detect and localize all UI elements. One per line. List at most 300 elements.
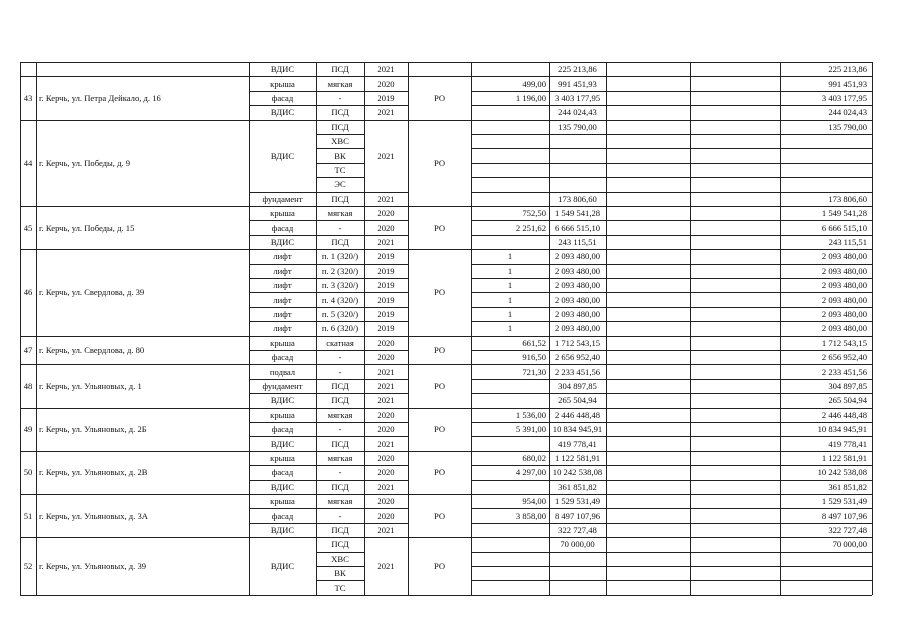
grid-line (316, 206, 317, 249)
grid-line (36, 249, 37, 335)
work-cell: ВДИС (270, 438, 295, 449)
type-cell: мягкая (327, 496, 353, 507)
grid-line (249, 465, 364, 466)
grid-line (471, 220, 872, 221)
grid-line (364, 350, 408, 351)
total-cell: 6 666 515,10 (821, 222, 867, 233)
grid-line (549, 408, 550, 451)
grid-line (471, 508, 872, 509)
grid-line (780, 206, 781, 249)
quantity-cell: 954,00 (522, 496, 546, 507)
grid-line (872, 364, 873, 407)
grid-line (364, 278, 408, 279)
grid-line (364, 264, 408, 265)
grid-line (408, 76, 409, 119)
year-cell: 2019 (377, 309, 395, 319)
grid-line (249, 292, 364, 293)
type-cell: мягкая (327, 78, 353, 89)
row-number: 48 (23, 381, 33, 391)
grid-line (872, 62, 873, 76)
cost-cell: 6 666 515,10 (554, 222, 601, 233)
grid-line (780, 408, 781, 451)
cost-cell: 2 093 480,00 (554, 251, 601, 262)
grid-line (690, 62, 691, 76)
grid-line (36, 206, 37, 249)
row-number: 46 (23, 287, 33, 298)
grid-line (471, 480, 872, 481)
row-border (20, 451, 872, 452)
total-cell: 135 790,00 (828, 121, 867, 132)
work-cell: ВДИС (270, 237, 295, 247)
grid-line (606, 62, 607, 76)
grid-line (549, 494, 550, 537)
grid-line (872, 76, 873, 119)
cost-cell: 2 656 952,40 (554, 352, 601, 363)
row-number: 51 (23, 510, 33, 521)
grid-line (36, 76, 37, 119)
grid-line (690, 408, 691, 451)
grid-line (408, 120, 409, 206)
cost-cell: 2 093 480,00 (554, 323, 601, 334)
grid-line (364, 105, 408, 106)
row-number: 50 (23, 467, 33, 478)
grid-line (36, 336, 37, 365)
cost-cell: 173 806,60 (558, 193, 597, 204)
grid-line (364, 321, 408, 322)
year-cell: 2021 (377, 193, 395, 204)
work-cell: лифт (273, 323, 292, 334)
grid-line (36, 494, 37, 537)
grid-line (364, 508, 408, 509)
grid-line (471, 134, 872, 135)
quantity-cell: 1 196,00 (515, 93, 546, 103)
work-cell: фасад (271, 352, 294, 363)
address-cell: г. Керчь, ул. Ульяновых, д. 1 (39, 381, 142, 391)
year-cell: 2020 (377, 337, 395, 348)
type-cell: ВК (334, 150, 346, 161)
grid-line (408, 537, 409, 595)
grid-line (364, 436, 408, 437)
grid-line (364, 537, 365, 595)
grid-line (249, 480, 364, 481)
table-top-border (20, 62, 872, 63)
cost-cell: 10 242 538,08 (552, 467, 603, 478)
work-cell: фундамент (262, 381, 303, 391)
row-number: 52 (23, 561, 33, 571)
grid-line (471, 364, 472, 407)
cost-cell: 2 093 480,00 (554, 265, 601, 276)
work-cell: фасад (271, 467, 294, 478)
type-cell: ХВС (331, 136, 349, 147)
year-cell: 2019 (377, 294, 395, 305)
work-cell: крыша (270, 208, 295, 219)
grid-line (690, 120, 691, 206)
type-cell: - (338, 510, 342, 521)
work-cell: крыша (270, 409, 295, 420)
type-cell: ПСД (331, 438, 349, 449)
address-cell: г. Керчь, ул. Свердлова, д. 80 (39, 345, 145, 355)
quantity-cell: 499,00 (522, 78, 546, 89)
address-cell: г. Керчь, ул. Ульяновых, д. 2Б (39, 424, 147, 435)
grid-line (364, 364, 365, 407)
type-cell: - (338, 424, 342, 435)
grid-line (872, 249, 873, 335)
total-cell: 2 093 480,00 (821, 251, 867, 262)
total-cell: 2 656 952,40 (821, 352, 867, 363)
quantity-cell: 752,50 (522, 208, 546, 219)
total-cell: 244 024,43 (828, 107, 867, 118)
total-cell: 1 122 581,91 (821, 453, 867, 463)
grid-line (471, 321, 872, 322)
grid-line (364, 422, 408, 423)
grid-line (36, 537, 37, 595)
cost-cell: 2 093 480,00 (554, 294, 601, 305)
grid-line (780, 364, 781, 407)
grid-line (249, 451, 250, 494)
year-cell: 2021 (377, 237, 395, 247)
grid-line (549, 336, 550, 365)
cost-cell: 3 403 177,95 (554, 93, 601, 103)
grid-line (471, 206, 472, 249)
grid-line (471, 105, 872, 106)
type-cell: ТС (334, 582, 346, 593)
year-cell: 2019 (377, 280, 395, 291)
year-cell: 2019 (377, 323, 395, 334)
grid-line (316, 120, 317, 206)
grid-line (316, 76, 317, 119)
grid-line (249, 321, 364, 322)
ro-cell: РО (433, 561, 446, 571)
work-cell: ВДИС (270, 64, 295, 75)
grid-line (20, 364, 21, 407)
year-cell: 2020 (377, 208, 395, 219)
grid-line (408, 408, 409, 451)
cost-cell: 265 504,94 (558, 395, 597, 406)
cost-cell: 225 213,86 (558, 64, 597, 75)
grid-line (249, 235, 364, 236)
quantity-cell: 1 (507, 309, 513, 319)
grid-line (316, 163, 364, 164)
grid-line (364, 91, 408, 92)
quantity-cell: 4 297,00 (515, 467, 546, 478)
cost-cell: 322 727,48 (558, 525, 597, 535)
grid-line (316, 451, 317, 494)
type-cell: п. 6 (320/) (321, 323, 359, 334)
total-cell: 2 446 448,48 (821, 409, 867, 420)
grid-line (364, 307, 408, 308)
grid-line (249, 537, 250, 595)
grid-line (364, 62, 365, 76)
grid-line (316, 364, 317, 407)
grid-line (606, 537, 607, 595)
year-group-cell: 2021 (377, 561, 395, 571)
grid-line (471, 552, 872, 553)
grid-line (606, 120, 607, 206)
grid-line (316, 249, 317, 335)
grid-line (872, 120, 873, 206)
grid-line (408, 451, 409, 494)
type-cell: - (338, 366, 342, 377)
year-cell: 2020 (377, 424, 395, 435)
total-cell: 265 504,94 (828, 395, 867, 406)
grid-line (249, 105, 364, 106)
ro-cell: РО (433, 467, 446, 478)
type-cell: п. 1 (320/) (321, 251, 359, 262)
work-cell: крыша (270, 496, 295, 507)
work-cell: ВДИС (270, 481, 295, 492)
year-cell: 2021 (377, 525, 395, 535)
grid-line (690, 336, 691, 365)
total-cell: 243 115,51 (828, 237, 867, 247)
grid-line (364, 379, 408, 380)
work-cell: крыша (270, 78, 295, 89)
work-cell: ВДИС (270, 525, 295, 535)
grid-line (471, 379, 872, 380)
grid-line (606, 494, 607, 537)
year-cell: 2020 (377, 467, 395, 478)
grid-line (549, 451, 550, 494)
grid-line (606, 76, 607, 119)
grid-line (690, 206, 691, 249)
cost-cell: 304 897,85 (558, 381, 597, 391)
type-cell: ПСД (331, 193, 349, 204)
grid-line (364, 76, 365, 119)
grid-line (471, 566, 872, 567)
total-cell: 10 834 945,91 (817, 424, 867, 435)
grid-line (549, 120, 550, 206)
year-cell: 2019 (377, 93, 395, 103)
year-cell: 2020 (377, 453, 395, 463)
grid-line (872, 408, 873, 451)
grid-line (249, 120, 250, 206)
grid-line (471, 465, 872, 466)
ro-cell: РО (433, 222, 446, 233)
year-cell: 2020 (377, 222, 395, 233)
grid-line (549, 62, 550, 76)
type-cell: ПСД (331, 121, 349, 132)
grid-line (249, 336, 250, 365)
grid-line (249, 436, 364, 437)
address-cell: г. Керчь, ул. Петра Дейкало, д. 16 (39, 93, 161, 103)
year-cell: 2020 (377, 496, 395, 507)
quantity-cell: 5 391,00 (515, 424, 546, 435)
grid-line (780, 537, 781, 595)
type-cell: ПСД (331, 237, 349, 247)
year-cell: 2019 (377, 265, 395, 276)
grid-line (364, 336, 365, 365)
cost-cell: 2 446 448,48 (554, 409, 601, 420)
total-cell: 322 727,48 (828, 525, 867, 535)
grid-line (471, 249, 472, 335)
address-cell: г. Керчь, ул. Ульяновых, д. 39 (39, 561, 147, 571)
row-border (20, 537, 872, 538)
row-border (20, 494, 872, 495)
work-cell: крыша (270, 337, 295, 348)
year-cell: 2021 (377, 366, 395, 377)
grid-line (364, 523, 408, 524)
total-cell: 10 242 538,08 (817, 467, 867, 478)
row-number: 49 (23, 424, 33, 435)
cost-cell: 2 093 480,00 (554, 280, 601, 291)
type-cell: п. 2 (320/) (321, 265, 359, 276)
work-cell: фундамент (262, 193, 303, 204)
year-cell: 2021 (377, 395, 395, 406)
grid-line (471, 422, 872, 423)
grid-line (249, 422, 364, 423)
year-cell: 2021 (377, 64, 395, 75)
quantity-cell: 1 (507, 265, 513, 276)
quantity-cell: 680,02 (522, 453, 546, 463)
grid-line (364, 235, 408, 236)
grid-line (364, 220, 408, 221)
quantity-cell: 916,50 (522, 352, 546, 363)
work-cell: лифт (273, 309, 292, 319)
grid-line (249, 206, 250, 249)
cost-cell: 419 778,41 (558, 438, 597, 449)
type-cell: ПСД (331, 64, 349, 75)
work-group-cell: ВДИС (270, 561, 295, 571)
work-cell: лифт (273, 294, 292, 305)
work-cell: ВДИС (270, 395, 295, 406)
quantity-cell: 3 858,00 (515, 510, 546, 521)
grid-line (364, 292, 408, 293)
type-cell: - (338, 222, 342, 233)
total-cell: 1 712 543,15 (821, 337, 867, 348)
grid-line (364, 206, 365, 249)
ro-cell: РО (433, 157, 446, 168)
type-cell: - (338, 467, 342, 478)
address-cell: г. Керчь, ул. Свердлова, д. 39 (39, 287, 145, 298)
grid-line (780, 451, 781, 494)
grid-line (36, 62, 37, 76)
grid-line (408, 364, 409, 407)
total-cell: 225 213,86 (828, 64, 867, 75)
grid-line (20, 537, 21, 595)
grid-line (408, 336, 409, 365)
grid-line (780, 76, 781, 119)
ro-cell: РО (433, 424, 446, 435)
grid-line (20, 408, 21, 451)
total-cell: 173 806,60 (828, 193, 867, 204)
work-cell: фасад (271, 93, 294, 103)
work-cell: лифт (273, 265, 292, 276)
type-cell: мягкая (327, 453, 353, 463)
grid-line (249, 192, 364, 193)
grid-line (471, 148, 872, 149)
work-cell: ВДИС (270, 107, 295, 118)
grid-line (249, 220, 364, 221)
total-cell: 419 778,41 (828, 438, 867, 449)
grid-line (872, 336, 873, 365)
type-cell: п. 3 (320/) (321, 280, 359, 291)
grid-line (364, 465, 408, 466)
grid-line (471, 523, 872, 524)
grid-line (606, 408, 607, 451)
work-cell: лифт (273, 280, 292, 291)
cost-cell: 991 451,93 (558, 78, 597, 89)
grid-line (316, 408, 317, 451)
grid-line (316, 336, 317, 365)
type-cell: ПСД (331, 481, 349, 492)
total-cell: 991 451,93 (828, 78, 867, 89)
grid-line (249, 508, 364, 509)
cost-cell: 244 024,43 (558, 107, 597, 118)
year-cell: 2020 (377, 352, 395, 363)
grid-line (780, 336, 781, 365)
cost-cell: 10 834 945,91 (552, 424, 603, 435)
grid-line (606, 206, 607, 249)
grid-line (364, 494, 365, 537)
grid-line (36, 120, 37, 206)
cost-cell: 1 549 541,28 (554, 208, 601, 219)
year-cell: 2020 (377, 409, 395, 420)
grid-line (471, 580, 872, 581)
year-cell: 2021 (377, 107, 395, 118)
cost-cell: 1 529 531,49 (554, 496, 601, 507)
type-cell: ХВС (331, 553, 349, 564)
grid-line (690, 76, 691, 119)
quantity-cell: 721,30 (522, 366, 546, 377)
address-cell: г. Керчь, ул. Ульяновых, д. 2В (39, 467, 148, 478)
grid-line (471, 537, 472, 595)
grid-line (780, 249, 781, 335)
grid-line (249, 264, 364, 265)
total-cell: 2 233 451,56 (821, 366, 867, 377)
type-cell: - (338, 352, 342, 363)
grid-line (471, 192, 872, 193)
type-cell: п. 4 (320/) (321, 294, 359, 305)
cost-cell: 1 122 581,91 (554, 453, 601, 463)
cost-cell: 243 115,51 (558, 237, 597, 247)
year-cell: 2019 (377, 251, 395, 262)
quantity-cell: 2 251,62 (515, 222, 546, 233)
type-cell: ПСД (331, 525, 349, 535)
grid-line (249, 307, 364, 308)
row-border (20, 206, 872, 207)
grid-line (316, 537, 317, 595)
row-border (20, 595, 872, 596)
grid-line (20, 62, 21, 76)
grid-line (471, 336, 472, 365)
grid-line (364, 120, 365, 206)
work-cell: подвал (269, 366, 296, 377)
grid-line (20, 206, 21, 249)
row-border (20, 408, 872, 409)
row-border (20, 364, 872, 365)
quantity-cell: 661,52 (522, 337, 546, 348)
grid-line (20, 336, 21, 365)
grid-line (606, 451, 607, 494)
grid-line (872, 451, 873, 494)
grid-line (690, 537, 691, 595)
total-cell: 361 851,82 (828, 481, 867, 492)
grid-line (249, 62, 250, 76)
work-cell: фасад (271, 222, 294, 233)
grid-line (690, 494, 691, 537)
grid-line (471, 408, 472, 451)
year-cell: 2021 (377, 438, 395, 449)
grid-line (249, 393, 364, 394)
grid-line (316, 580, 364, 581)
year-cell: 2020 (377, 78, 395, 89)
grid-line (471, 436, 872, 437)
quantity-cell: 1 (507, 323, 513, 334)
grid-line (20, 494, 21, 537)
grid-line (249, 278, 364, 279)
type-cell: ПСД (331, 539, 349, 550)
grid-line (471, 292, 872, 293)
grid-line (36, 408, 37, 451)
